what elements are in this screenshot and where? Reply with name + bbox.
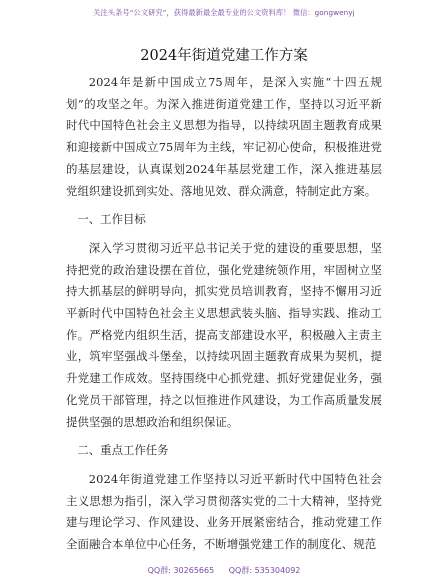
tasks-paragraph: 2024年街道党建工作坚持以习近平新时代中国特色社会主义思想为指引，深入学习贯彻落实党的二十大精神，坚持党建与理论学习、作风建设、业务开展紧密结合，推动党建工作全面融合本单位中心任务，不断增强党建工作的制度化、规范 [66,471,382,552]
intro-paragraph: 2024年是新中国成立75周年，是深入实施“十四五规划”的攻坚之年。为深入推进街道党建工作，坚持以习近平新时代中国特色社会主义思想为指导，以持续巩固主题教育成果和迎接新中国成立75周年为主线，牢记初心使命，积极推进党的基层建设，认真谋划2024年基层党建工作，深入推进基层党组织建设抓到实处、落地见效、群众满意，特制定此方案。 [66,75,382,198]
footer-contacts [0,565,448,576]
document-title: 2024年街道党建工作方案 [140,48,308,64]
goals-paragraph: 深入学习贯彻习近平总书记关于党的建设的重要思想，坚持把党的政治建设摆在首位，强化党建统领作用，牢固树立坚持大抓基层的鲜明导向，抓实党员培训教育，坚持不懈用习近平新时代中国特色社会主义思想武装头脑、指导实践、推动工作。严格党内组织生活，提高支部建设水平，积极融入主责主业，筑牢坚强战斗堡垒，以持续巩固主题教育成果为契机，提升党建工作成效。坚持围绕中心抓党建、抓好党建促业务，强化党员干部管理，持之以恒推进作风建设，为工作高质量发展提供坚强的思想政治和组织保证。 [66,240,382,429]
section-heading-tasks: 二、重点工作任务 [77,443,169,458]
header-banner: 关注头条号“公文研究”，获得最新最全最专业的公文资料库！ 微信：gongwenyj [93,8,355,17]
footer-qq-group-1: QQ群: 30265665 [147,566,215,575]
footer-qq-group-2: QQ群: 535304092 [228,566,301,575]
section-heading-goals: 一、工作目标 [77,212,146,227]
document-body [66,72,382,556]
